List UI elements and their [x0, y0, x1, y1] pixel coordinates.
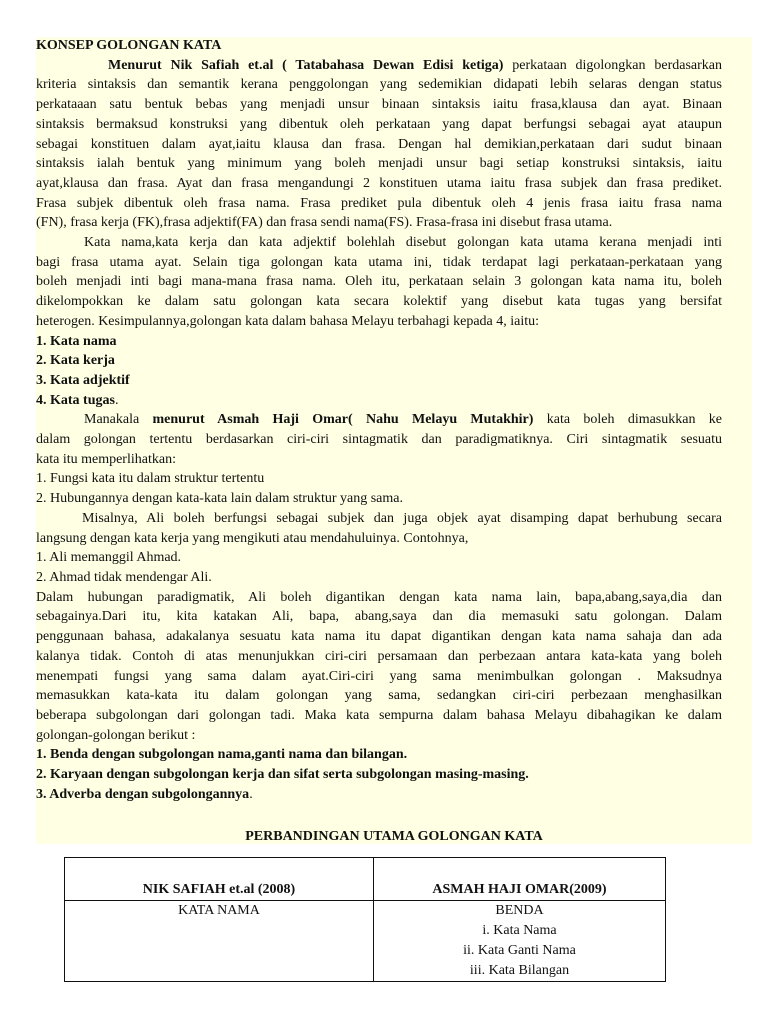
paragraph-2-line: bagi frasa utama ayat. Selain tiga golongan kata utama ini, tidak terdapat lagi perkataan-perkataan yang	[36, 254, 722, 270]
category-item: 1. Benda dengan subgolongan nama,ganti nama dan bilangan.	[36, 747, 408, 763]
word-class-item: 1. Kata nama	[36, 333, 117, 349]
header-asmah-haji-omar: ASMAH HAJI OMAR(2009)	[432, 882, 607, 897]
example-sentence: 1. Ali memanggil Ahmad.	[36, 550, 182, 566]
table-header-row	[65, 858, 666, 901]
example-sentence: 2. Ahmad tidak mendengar Ali.	[36, 569, 212, 585]
table-cell	[65, 901, 374, 982]
syntagmatic-item: 1. Fungsi kata itu dalam struktur tertentu	[36, 471, 265, 487]
category-item-text: 3. Adverba dengan subgolongannya	[36, 786, 250, 802]
paragraph-1-lead-text: perkataan digolongkan berdasarkan	[503, 57, 722, 73]
category-item: 2. Karyaan dengan subgolongan kerja dan sifat serta subgolongan masing-masing.	[36, 767, 529, 783]
citation-asmah-haji-omar: menurut Asmah Haji Omar( Nahu Melayu Mutakhir)	[152, 412, 534, 428]
paragraph-3-lead-text: kata boleh dimasukkan ke	[533, 412, 723, 428]
word-class-item: 3. Kata adjektif	[36, 372, 130, 388]
word-class-item: 2. Kata kerja	[36, 353, 115, 369]
word-class-item-suffix: .	[114, 392, 119, 408]
cell-kata-nama: KATA NAMA	[178, 903, 260, 918]
paragraph-5-line: Dalam hubungan paradigmatik, Ali boleh digantikan dengan kata nama lain, bapa,abang,saya,dia dan	[36, 589, 722, 605]
header-nik-safiah: NIK SAFIAH et.al (2008)	[142, 882, 296, 897]
category-item	[36, 785, 722, 805]
comparison-title: PERBANDINGAN UTAMA GOLONGAN KATA	[245, 829, 543, 844]
paragraph-2-line: boleh menjadi inti bagi mana-mana frasa nama. Oleh itu, perkataan selain 3 golongan kata nama itu, boleh	[36, 274, 722, 290]
cell-list-item: i. Kata Nama	[482, 923, 557, 938]
cell-list-item: iii. Kata Bilangan	[469, 963, 570, 978]
paragraph-1-lead	[36, 56, 722, 76]
paragraph-1-line: perkataaan satu bentuk bebas yang menjadi unsur binaan sintaksis iaitu frasa,klausa dan ayat. Binaan	[36, 97, 722, 113]
word-class-item-text: 4. Kata tugas	[36, 392, 115, 408]
cell-list-item: ii. Kata Ganti Nama	[463, 943, 576, 958]
paragraph-5-line: menempati fungsi yang sama dalam ayat.Ciri-ciri yang sama menimbulkan golongan . Maksudnya	[36, 668, 722, 684]
paragraph-1-line: kriteria sintaksis dan semantik kerana penggolongan yang sedemikian didapati lebih selaras dengan status	[36, 77, 722, 93]
paragraph-4-first-line: Misalnya, Ali boleh berfungsi sebagai subjek dan juga objek ayat disamping dapat berhubung secara	[82, 510, 722, 526]
paragraph-2-line: heterogen. Kesimpulannya,golongan kata dalam bahasa Melayu terbahagi kepada 4, iaitu:	[36, 313, 540, 329]
paragraph-3-pre: Manakala	[84, 412, 153, 428]
paragraph-1-line: ayat,klausa dan frasa. Ayat dan frasa mengandungi 2 konstituen utama iaitu frasa subjek dan frasa prediket.	[36, 175, 722, 191]
paragraph-1-line: sintaksis ialah bentuk yang minimum yang boleh menjadi unsur bagi setiap konstruksi sintaksis, iaitu	[36, 156, 722, 172]
document-heading: KONSEP GOLONGAN KATA	[36, 38, 222, 53]
table-header-cell	[65, 858, 374, 901]
paragraph-1-line: sintaksis bermaksud konstruksi yang dibentuk oleh perkataan yang dapat berfungsi sebagai ayat ataupun	[36, 116, 722, 132]
table-cell	[374, 901, 666, 982]
paragraph-3-line: kata itu memperlihatkan:	[36, 451, 176, 467]
paragraph-1-line: sebagai konstituen dalam ayat,iaitu klausa dan frasa. Dengan hal demikian,perkataan dari sudut binaan	[36, 136, 722, 152]
comparison-table	[64, 857, 666, 982]
paragraph-2-first-line: Kata nama,kata kerja dan kata adjektif bolehlah disebut golongan kata utama kerana menjadi inti	[84, 235, 722, 251]
paragraph-5-line: penggunaan bahasa, adakalanya sesuatu kata nama itu dapat digantikan dengan kata nama sahaja dan ada	[36, 629, 722, 645]
paragraph-2-line: dikelompokkan ke dalam satu golongan kata secara kolektif yang disebut kata tugas yang bersifat	[36, 294, 722, 310]
paragraph-4-line: langsung dengan kata kerja yang mengikuti atau mendahuluinya. Contohnya,	[36, 530, 469, 546]
table-header-cell	[374, 858, 666, 901]
paragraph-1-line: (FN), frasa kerja (FK),frasa adjektif(FA) dan frasa sendi nama(FS). Frasa-frasa ini disebut frasa utama.	[36, 215, 613, 231]
syntagmatic-item: 2. Hubungannya dengan kata-kata lain dalam struktur yang sama.	[36, 491, 403, 507]
citation-nik-safiah: Menurut Nik Safiah et.al ( Tatabahasa Dewan Edisi ketiga)	[108, 57, 504, 73]
paragraph-5-line: kalanya tidak. Contoh di atas menunjukkan ciri-ciri persamaan dan perbezaan antara kata-kata yang boleh	[36, 648, 722, 664]
category-item-suffix: .	[249, 786, 253, 802]
paragraph-5-line: beberapa subgolongan dari golongan tadi. Maka kata sempurna dalam bahasa Melayu dibahagikan ke dalam	[36, 707, 722, 723]
table-row	[65, 901, 666, 982]
cell-list-item: BENDA	[495, 903, 544, 918]
paragraph-3-line: dalam golongan tertentu berdasarkan ciri-ciri sintagmatik dan paradigmatiknya. Ciri sintagmatik sesuatu	[36, 432, 722, 448]
paragraph-1-line: Frasa subjek dibentuk oleh frasa nama. Frasa prediket pula dibentuk oleh 4 jenis frasa iaitu frasa nama	[36, 195, 722, 211]
paragraph-5-line: sebagainya.Dari itu, kita katakan Ali, bapa, abang,saya dan dia memasuki satu golongan. Dalam	[36, 609, 722, 625]
document-body	[36, 36, 722, 804]
paragraph-3-lead	[36, 410, 722, 430]
paragraph-5-line: golongan-golongan berikut :	[36, 727, 196, 743]
word-class-item	[36, 391, 722, 411]
paragraph-5-line: memasukkan kata-kata itu dalam golongan yang sama, sedangkan ciri-ciri perbezaan menghasilkan	[36, 688, 722, 704]
